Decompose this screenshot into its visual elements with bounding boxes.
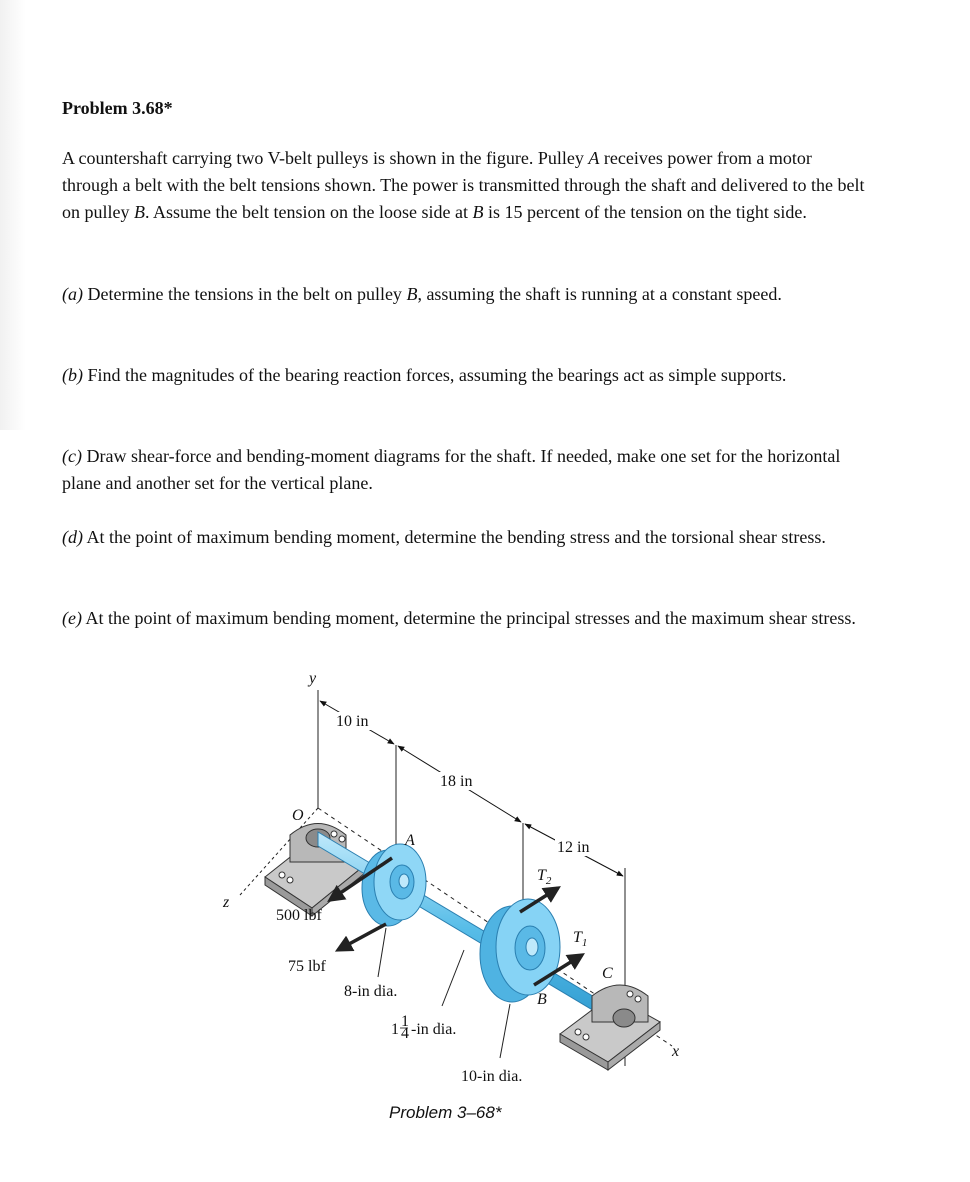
dim-18-label: 18 in	[440, 773, 473, 790]
pulley-b-diameter-label: 10-in dia.	[461, 1068, 523, 1085]
svg-text:1: 1	[391, 1021, 399, 1038]
svg-text:-in dia.: -in dia.	[411, 1021, 457, 1038]
x-axis-label: x	[672, 1043, 680, 1060]
pulley-b-label: B	[537, 991, 547, 1008]
pulley-a-label: A	[405, 832, 415, 849]
part-d: (d) At the point of maximum bending moment, determine the bending stress and the torsional shear stress.	[62, 527, 826, 547]
origin-label: O	[292, 807, 304, 824]
figure-caption: Problem 3–68*	[389, 1103, 502, 1122]
dim-10-label: 10 in	[336, 713, 369, 730]
pulley-a-diameter-label: 8-in dia.	[344, 983, 398, 1000]
svg-text:4: 4	[401, 1025, 409, 1042]
part-a: (a) Determine the tensions in the belt on pulley B, assuming the shaft is running at a constant speed.	[62, 284, 782, 304]
dimension-10in	[320, 701, 394, 744]
part-b: (b) Find the magnitudes of the bearing reaction forces, assuming the bearings act as simple supports.	[62, 365, 787, 385]
part-c: (c) Draw shear-force and bending-moment diagrams for the shaft. If needed, make one set for the horizontal plane and another set for the vertical plane.	[62, 446, 841, 493]
bearing-c-label: C	[602, 965, 613, 982]
force-75-arrow	[338, 924, 386, 950]
part-e: (e) At the point of maximum bending moment, determine the principal stresses and the maximum shear stress.	[62, 608, 856, 628]
problem-statement: A countershaft carrying two V-belt pulleys is shown in the figure. Pulley A receives power from a motor through a belt with the belt tensions shown. The power is transmitted through the shaft and delivered to the belt on pulley B. Assume the belt tension on the loose side at B is 15 percent of the tension on the tight side.	[62, 148, 865, 222]
svg-text:1: 1	[401, 1013, 409, 1030]
pulley-a	[362, 844, 426, 926]
z-axis-label: z	[223, 894, 230, 911]
pulley-b	[480, 899, 560, 1002]
force-75-label: 75 lbf	[288, 958, 326, 975]
t1-label: $T_1$	[573, 929, 588, 949]
problem-title: Problem 3.68*	[62, 98, 173, 118]
dimension-18in	[398, 746, 521, 822]
dim-12-label: 12 in	[557, 839, 590, 856]
left-bearing	[265, 824, 365, 917]
force-500-label: 500 lbf	[276, 907, 322, 924]
t2-label: $T_2$	[537, 867, 552, 887]
shaft-diameter-label	[391, 1013, 456, 1042]
y-axis-label: y	[309, 670, 317, 687]
